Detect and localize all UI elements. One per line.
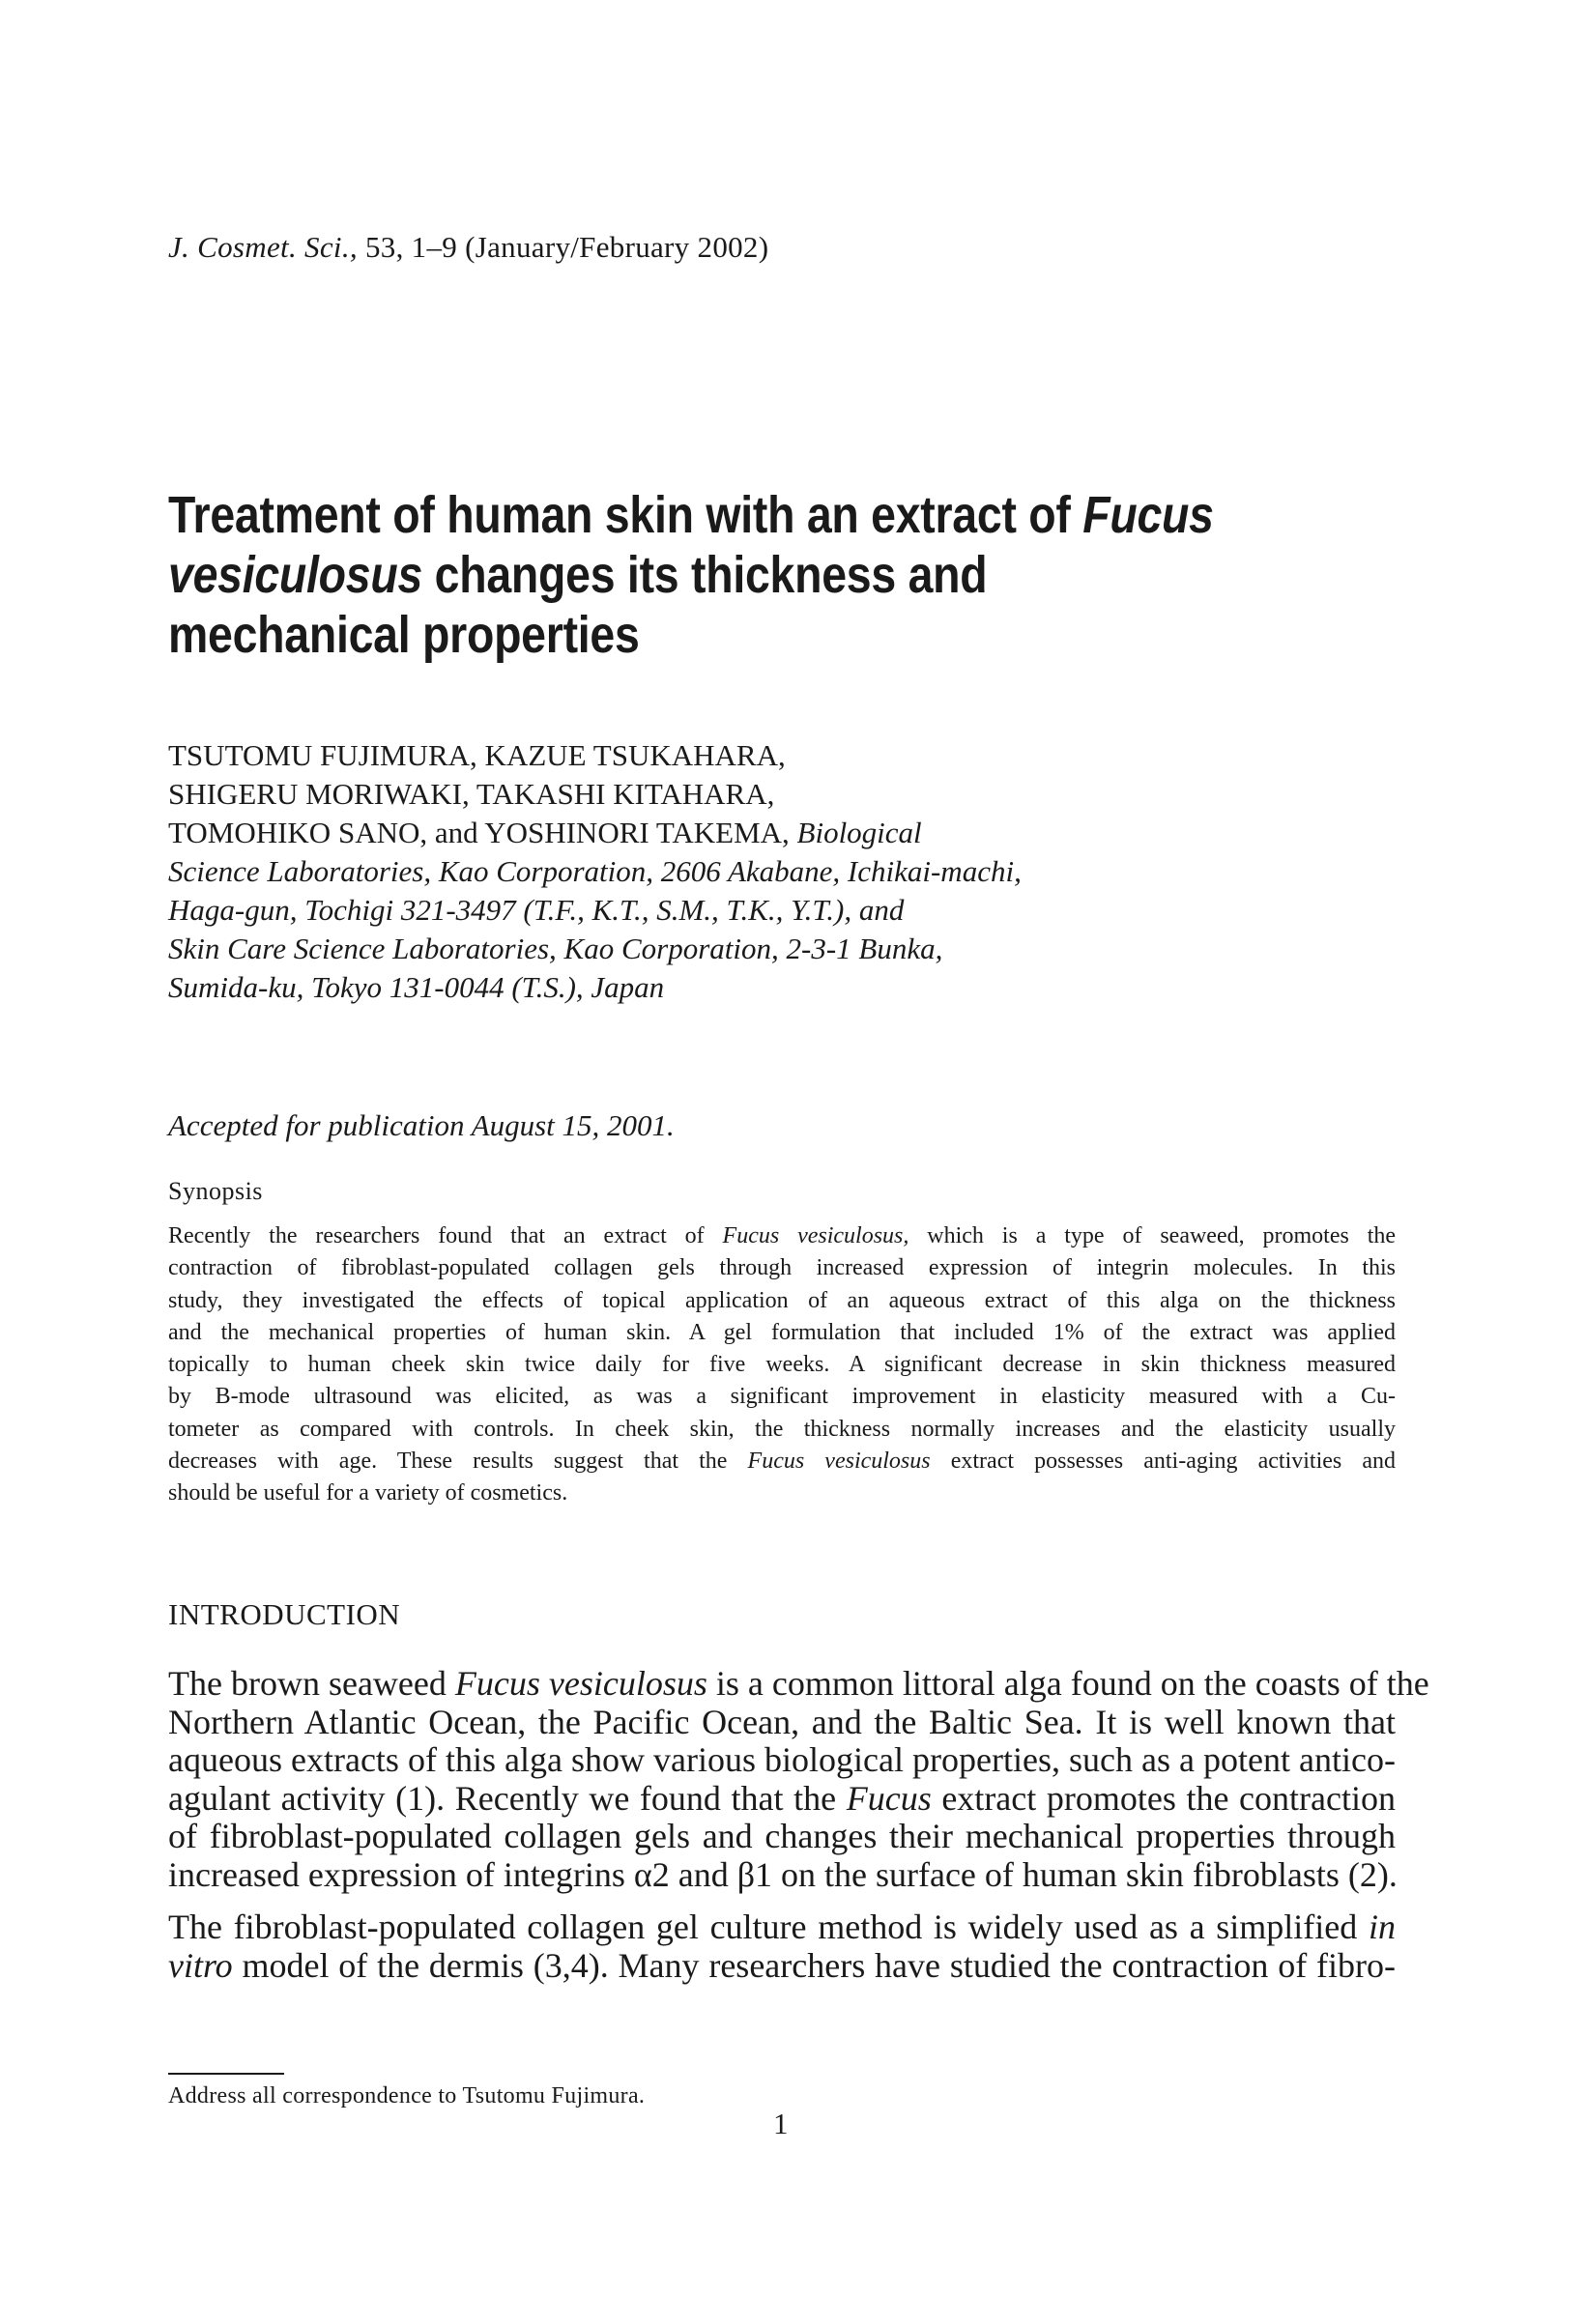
- title-line-3: mechanical properties: [168, 606, 640, 664]
- species-name: Fucus vesiculosus: [747, 1449, 931, 1475]
- intro-text: agulant activity (1). Recently we found that the: [168, 1778, 847, 1818]
- authors-line: TSUTOMU FUJIMURA, KAZUE TSUKAHARA,: [168, 738, 786, 772]
- synopsis-line: [168, 1220, 1396, 1252]
- journal-name: J. Cosmet. Sci.,: [168, 230, 358, 264]
- intro-line: increased expression of integrins α2 and β1 on the surface of human skin fibroblasts (2).: [168, 1854, 1398, 1894]
- affiliation-line: [168, 968, 1022, 1007]
- affiliation-text: Science Laboratories, Kao Corporation, 2606 Akabane, Ichikai-machi,: [168, 854, 1022, 888]
- species-name: Fucus: [846, 1778, 932, 1818]
- journal-citation: [168, 230, 768, 265]
- synopsis-text: Recently the researchers found that an extract of: [168, 1223, 723, 1248]
- intro-text: The brown seaweed: [168, 1664, 455, 1703]
- synopsis-text: which is a type of seaweed, promotes the: [908, 1223, 1397, 1248]
- intro-line: [168, 1908, 1396, 1947]
- intro-line: of fibroblast-populated collagen gels and changes their mechanical properties through: [168, 1817, 1396, 1855]
- paragraph-gap: [168, 1894, 1396, 1908]
- intro-line: Northern Atlantic Ocean, the Pacific Ocean, and the Baltic Sea. It is well known that: [168, 1702, 1396, 1741]
- synopsis-line: and the mechanical properties of human skin. A gel formulation that included 1% of the extract was applied: [168, 1319, 1396, 1345]
- title-text: Treatment of human skin with an extract of: [168, 486, 1083, 544]
- affiliation-text: Biological: [796, 816, 922, 849]
- intro-line: [168, 1664, 1429, 1704]
- title-species-epithet: vesiculosus: [168, 546, 423, 604]
- latin-term: in: [1368, 1908, 1396, 1946]
- authors-affiliations: [168, 736, 1022, 1007]
- intro-text: model of the dermis (3,4). Many researchers have studied the contraction of fibro-: [232, 1945, 1396, 1985]
- species-name: Fucus vesiculosus,: [722, 1223, 909, 1248]
- title-line-1: [168, 485, 1282, 545]
- species-name: Fucus vesiculosus: [454, 1664, 707, 1703]
- affiliation-line: [168, 891, 1022, 930]
- intro-line: aqueous extracts of this alga show various biological properties, such as a potent antico-: [168, 1740, 1396, 1779]
- intro-text: The fibroblast-populated collagen gel culture method is widely used as a simplified: [168, 1908, 1369, 1946]
- intro-line: [168, 1947, 1396, 1986]
- affiliation-text: Sumida-ku, Tokyo 131-0044 (T.S.), Japan: [168, 970, 665, 1004]
- intro-text: extract promotes the contraction: [931, 1778, 1396, 1818]
- page-number: 1: [773, 2107, 789, 2140]
- affiliation-line: [168, 930, 1022, 968]
- synopsis-line: [168, 1446, 1396, 1478]
- synopsis-heading: Synopsis: [168, 1177, 263, 1205]
- latin-term: vitro: [168, 1945, 233, 1985]
- authors-line: [168, 814, 1022, 852]
- synopsis-line: contraction of fibroblast-populated collagen gels through increased expression of integrin molecules. In this: [168, 1255, 1396, 1281]
- intro-line: [168, 1780, 1396, 1819]
- correspondence-footnote: Address all correspondence to Tsutomu Fujimura.: [168, 2083, 646, 2109]
- accepted-date: Accepted for publication August 15, 2001.: [168, 1108, 675, 1142]
- synopsis-line: by B-mode ultrasound was elicited, as was a significant improvement in elasticity measured with a Cu-: [168, 1384, 1396, 1410]
- authors-line: SHIGERU MORIWAKI, TAKASHI KITAHARA,: [168, 777, 775, 811]
- introduction-heading: INTRODUCTION: [168, 1597, 401, 1631]
- title-species-genus: Fucus: [1082, 486, 1214, 544]
- affiliation-text: Haga-gun, Tochigi 321-3497 (T.F., K.T., S.M., T.K., Y.T.), and: [168, 893, 905, 927]
- author-names: TOMOHIKO SANO, and YOSHINORI TAKEMA,: [168, 816, 797, 849]
- volume-pages-date: 53, 1–9 (January/February 2002): [357, 230, 769, 264]
- affiliation-line: [168, 852, 1022, 891]
- title-line-2: [168, 545, 1282, 605]
- intro-text: is a common littoral alga found on the coasts of the: [706, 1664, 1429, 1703]
- synopsis-text: decreases with age. These results suggest that the: [168, 1449, 748, 1475]
- synopsis-body: [168, 1220, 1396, 1510]
- affiliation-text: Skin Care Science Laboratories, Kao Corporation, 2-3-1 Bunka,: [168, 932, 943, 965]
- footnote-rule: [168, 2073, 284, 2075]
- synopsis-line: should be useful for a variety of cosmetics.: [168, 1480, 568, 1506]
- synopsis-line: topically to human cheek skin twice daily for five weeks. A significant decrease in skin thickness measured: [168, 1352, 1396, 1378]
- synopsis-line: study, they investigated the effects of topical application of an aqueous extract of this alga on the thickness: [168, 1287, 1396, 1313]
- title-text: changes its thickness and: [422, 546, 988, 604]
- article-title: [168, 485, 1282, 665]
- introduction-body: [168, 1664, 1429, 1985]
- synopsis-text: extract possesses anti-aging activities and: [930, 1449, 1397, 1475]
- synopsis-line: tometer as compared with controls. In cheek skin, the thickness normally increases and the elasticity usually: [168, 1416, 1396, 1442]
